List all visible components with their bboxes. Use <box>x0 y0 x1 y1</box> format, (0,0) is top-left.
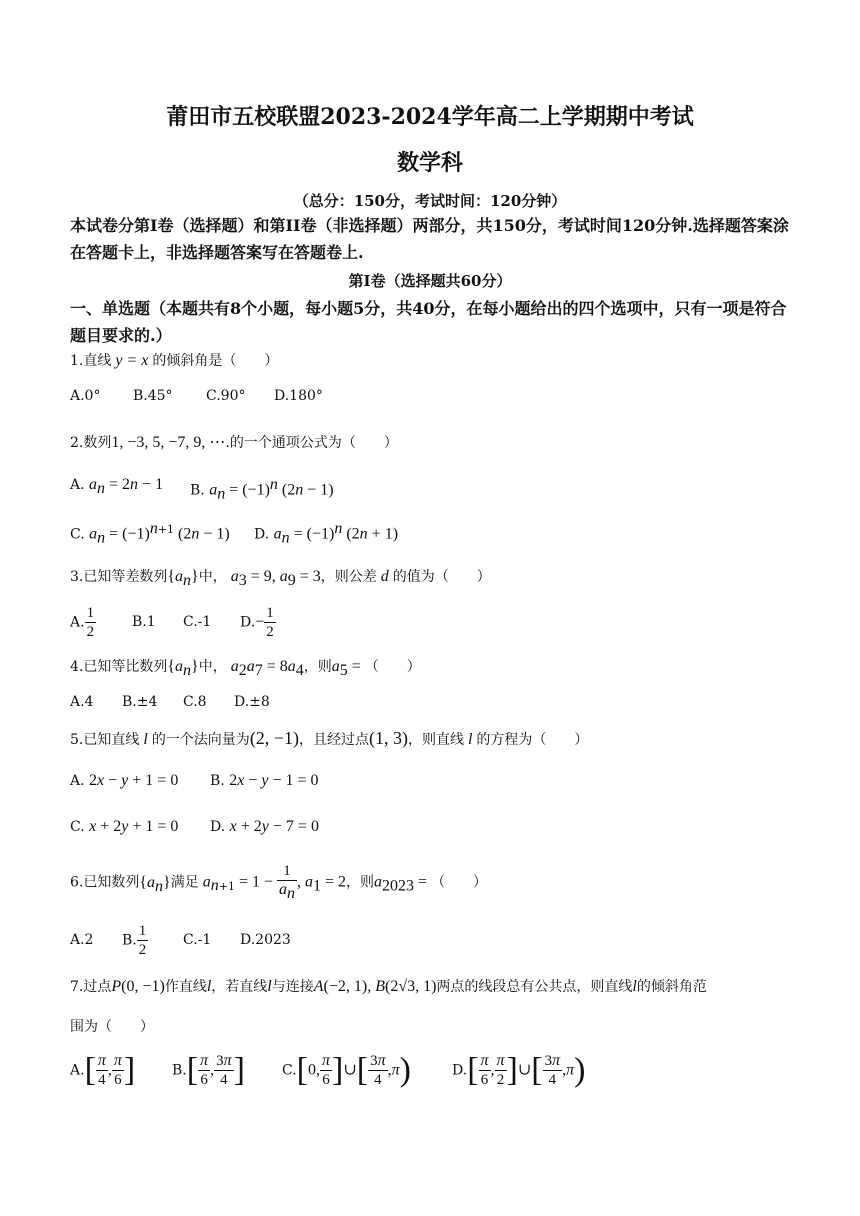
q2-prefix: 2.数列 <box>70 435 112 451</box>
q6-suffix: ，则 <box>346 874 375 891</box>
q1-option-d: D.180° <box>274 388 323 404</box>
q7-suffix: 两点的线段总有公共点，则直线 <box>436 979 633 995</box>
q5-prefix: 5.已知直线 <box>70 732 140 748</box>
q2-suffix: .的一个通项公式为（ ） <box>225 435 398 451</box>
q7-end: 的倾斜角范 <box>636 979 707 995</box>
q6-end: （ ） <box>431 874 488 891</box>
q7-mid2: ，若直线 <box>211 979 268 995</box>
q3-prefix: 3.已知等差数列 <box>70 569 168 585</box>
q4-prefix: 4.已知等比数列 <box>70 659 168 675</box>
q6-option-a: A.2 <box>70 932 94 948</box>
exam-title: 莆田市五校联盟2023-2024学年高二上学期期中考试 <box>166 104 694 130</box>
q2-option-a: A. $a_n = 2n - 1$ <box>70 476 164 497</box>
q7-option-d: D.[ $\frac{\pi}{6}$ , $\frac{\pi}{2}$ ]∪[ $\frac{3\pi}{4}$ ,π) <box>452 1051 586 1089</box>
q5-option-b: B. 2x − y − 1 = 0 <box>210 772 319 789</box>
q5-mid: 的一个法向量为 <box>151 732 250 748</box>
question-5: 5.已知直线 l 的一个法向量为(2, −1)，且经过点(1, 3)，则直线 l 的方程为（ ） <box>70 728 589 748</box>
q4-option-c: C.8 <box>183 694 207 710</box>
q5-option-a: A. 2x − y + 1 = 0 <box>70 772 179 789</box>
question-6: 6.已知数列$\{a_n\}$满足 $a_{n+1} = 1$ − $\frac{1}{a_n}$ , $a_1 = 2$，则$a_{2023}$ = （ ） <box>70 863 488 902</box>
exam-subject: 数学科 <box>396 150 463 176</box>
q3-mid: 中， <box>198 569 227 585</box>
q6-option-b: B. $\frac{1}{2}$ <box>122 923 147 958</box>
question-4: 4.已知等比数列$\{a_n\}$中， $a_2a_7 = 8a_4$，则$a_5$ = （ ） <box>70 658 421 680</box>
q7-option-b: B.[ $\frac{\pi}{6}$ , $\frac{3\pi}{4}$ ] <box>172 1051 245 1089</box>
question-7-line2: 围为（ ） <box>70 1019 154 1035</box>
q3-end: 的值为（ ） <box>392 569 491 585</box>
q2-option-c: C. $a_n = (-1)^{n+1}$ (2n − 1) <box>70 520 230 547</box>
q3-option-b: B.1 <box>132 614 156 630</box>
q6-mid: 满足 <box>170 874 199 891</box>
q1-option-b: B.45° <box>133 388 173 404</box>
q7-mid3: 与连接 <box>271 979 314 995</box>
q1-prefix: 1.直线 <box>70 353 112 369</box>
q7-mid: 作直线 <box>164 979 207 995</box>
question-3: 3.已知等差数列$\{a_n\}$中， $a_3 = 9$, $a_9 = 3$，则公差 d 的值为（ ） <box>70 568 491 590</box>
q3-formula: a <box>226 568 239 585</box>
q3-option-d: D.− $\frac{1}{2}$ <box>240 605 274 640</box>
q2-option-b: B. $a_n = (-1)^n$ (2n − 1) <box>190 476 334 503</box>
q3-suffix: ，则公差 <box>320 569 377 585</box>
q1-option-a: A.0° <box>70 388 101 404</box>
q7-prefix: 7.过点 <box>70 979 112 995</box>
q4-option-d: D.±8 <box>234 694 270 710</box>
question-2 <box>70 432 398 452</box>
q5-suffix: ，则直线 <box>407 732 464 748</box>
q1-formula: y = x <box>111 352 153 369</box>
q2-sequence: 1, −3, 5, −7, 9, ⋯ <box>111 434 226 451</box>
q4-option-b: B.±4 <box>122 694 158 710</box>
q5-option-d: D. x + 2y − 7 = 0 <box>210 818 319 835</box>
q6-prefix: 6.已知数列 <box>70 874 140 891</box>
question-7: 7.过点P(0, −1)作直线l，若直线l与连接A(−2, 1), B(2√3, 1)两点的线段总有公共点，则直线l的倾斜角范 <box>70 978 707 995</box>
q3-option-c: C.-1 <box>183 614 212 630</box>
q4-mid: 中， <box>198 659 227 675</box>
q4-suffix: ，则 <box>303 659 332 675</box>
score-info: （总分：150分，考试时间：120分钟） <box>293 192 567 210</box>
q7-option-a: A.[ $\frac{\pi}{4}$ , $\frac{\pi}{6}$ ] <box>70 1051 136 1089</box>
part1-title: 第I卷（选择题共60分） <box>348 272 512 290</box>
q6-option-c: C.-1 <box>183 932 212 948</box>
q3-option-a: A. $\frac{1}{2}$ <box>70 605 95 640</box>
q4-option-a: A.4 <box>70 694 94 710</box>
q5-mid2: ，且经过点 <box>298 732 369 748</box>
instructions: 本试卷分第I卷（选择题）和第II卷（非选择题）两部分，共150分，考试时间120分钟.选择题答案涂在答题卡上，非选择题答案写在答题卷上. <box>70 216 789 262</box>
q6-option-d: D.2023 <box>240 932 291 948</box>
q4-end: （ ） <box>364 659 421 675</box>
q1-option-c: C.90° <box>206 388 246 404</box>
q2-option-d: D. $a_n = (-1)^n$ (2n + 1) <box>254 520 399 547</box>
q5-option-c: C. x + 2y + 1 = 0 <box>70 818 179 835</box>
q1-suffix: 的倾斜角是（ ） <box>152 353 279 369</box>
q5-end: 的方程为（ ） <box>476 732 589 748</box>
q7-option-c: C.[0, $\frac{\pi}{6}$ ]∪[ $\frac{3\pi}{4}$ ,π) <box>282 1051 411 1089</box>
q3-seq: $\{a_n\}$ <box>167 568 199 590</box>
section1-title: 一、单选题（本题共有8个小题，每小题5分，共40分，在每小题给出的四个选项中，只有一项是符合题目要求的.） <box>70 299 787 345</box>
question-1 <box>70 350 278 370</box>
